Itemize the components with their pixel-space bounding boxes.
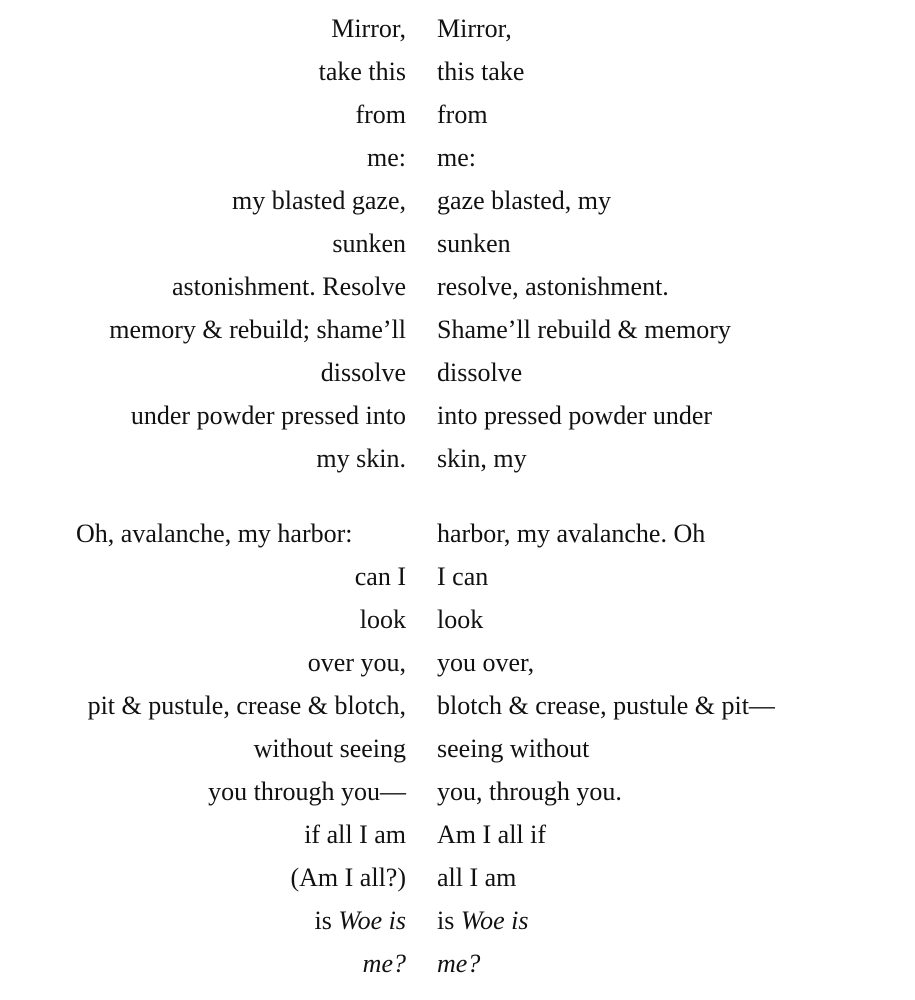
right-column-text: Am I all if bbox=[437, 820, 547, 849]
poem-line bbox=[0, 444, 915, 487]
left-column-text: my skin. bbox=[316, 444, 406, 473]
left-column-text: (Am I all?) bbox=[290, 863, 406, 892]
left-plain-text: is bbox=[314, 906, 339, 935]
left-column-text: Oh, avalanche, my harbor: bbox=[76, 519, 353, 548]
right-column-text: Shame’ll rebuild & memory bbox=[437, 315, 731, 344]
left-column-text: under powder pressed into bbox=[130, 401, 406, 430]
left-column-text: pit & pustule, crease & blotch, bbox=[87, 691, 406, 720]
poem-line bbox=[0, 186, 915, 229]
left-column-text: from bbox=[355, 100, 406, 129]
right-column-text bbox=[437, 949, 480, 979]
poem-line bbox=[0, 734, 915, 777]
poem-line bbox=[0, 906, 915, 949]
left-column-text: Mirror, bbox=[331, 14, 406, 43]
right-column-text: skin, my bbox=[437, 444, 527, 473]
right-column-text: from bbox=[437, 100, 488, 129]
poem-line bbox=[0, 272, 915, 315]
right-column-text: you over, bbox=[437, 648, 535, 677]
left-column-text: look bbox=[359, 605, 406, 634]
poem-line bbox=[0, 143, 915, 186]
right-column-text: sunken bbox=[437, 229, 511, 258]
left-column-text bbox=[315, 906, 407, 936]
left-column-text: my blasted gaze, bbox=[232, 186, 406, 215]
right-column-text: seeing without bbox=[437, 734, 590, 763]
right-column-text: resolve, astonishment. bbox=[437, 272, 669, 301]
left-column-text: you through you— bbox=[208, 777, 406, 806]
poem-line bbox=[0, 691, 915, 734]
poem-line bbox=[0, 949, 915, 992]
right-column-text: gaze blasted, my bbox=[437, 186, 611, 215]
poem-line bbox=[0, 648, 915, 691]
poem-line bbox=[0, 57, 915, 100]
left-column-text: dissolve bbox=[320, 358, 406, 387]
right-column-text: you, through you. bbox=[437, 777, 622, 806]
left-column-text: if all I am bbox=[304, 820, 406, 849]
right-italic-text: me? bbox=[437, 949, 481, 978]
right-column-text: Mirror, bbox=[437, 14, 512, 43]
right-column-text: me: bbox=[437, 143, 476, 172]
left-column-text: take this bbox=[318, 57, 406, 86]
right-column-text: blotch & crease, pustule & pit— bbox=[437, 691, 775, 720]
right-column-text: all I am bbox=[437, 863, 517, 892]
poem-line bbox=[0, 562, 915, 605]
right-column-text: dissolve bbox=[437, 358, 523, 387]
right-column-text: look bbox=[437, 605, 484, 634]
poem-line bbox=[0, 605, 915, 648]
right-column-text: this take bbox=[437, 57, 525, 86]
right-column-text: into pressed powder under bbox=[437, 401, 713, 430]
right-italic-text: Woe is bbox=[460, 906, 529, 935]
left-column-text: memory & rebuild; shame’ll bbox=[109, 315, 406, 344]
left-column-text: me: bbox=[367, 143, 406, 172]
poem-line bbox=[0, 777, 915, 820]
right-column-text: I can bbox=[437, 562, 489, 591]
poem-line bbox=[0, 358, 915, 401]
right-column-text: harbor, my avalanche. Oh bbox=[437, 519, 706, 548]
poem-line bbox=[0, 820, 915, 863]
left-column-text: without seeing bbox=[253, 734, 406, 763]
poem-line bbox=[0, 315, 915, 358]
left-column-text: can I bbox=[354, 562, 406, 591]
left-column-text: over you, bbox=[307, 648, 406, 677]
poem-line bbox=[0, 401, 915, 444]
left-italic-text: Woe is bbox=[338, 906, 406, 935]
right-column-text bbox=[437, 906, 529, 936]
poem-line bbox=[0, 229, 915, 272]
left-italic-text: me? bbox=[362, 949, 406, 978]
left-column-text bbox=[363, 949, 406, 979]
poem-line bbox=[0, 863, 915, 906]
left-column-text: sunken bbox=[332, 229, 406, 258]
left-column-text: astonishment. Resolve bbox=[172, 272, 406, 301]
right-plain-text: is bbox=[437, 906, 461, 935]
poem-line bbox=[0, 100, 915, 143]
poem-line bbox=[0, 14, 915, 57]
poem-line bbox=[0, 519, 915, 562]
